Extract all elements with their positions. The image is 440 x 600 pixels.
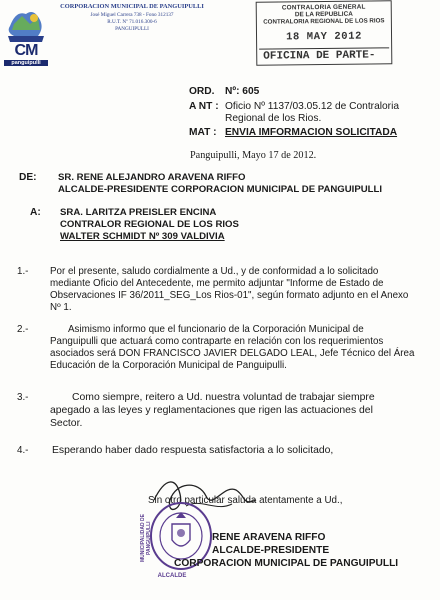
stamp-line-1: CONTRALORIA GENERAL: [281, 3, 366, 12]
closing-line: Sin otro particular saluda atentamente a Ud.,: [148, 495, 343, 506]
from-name: SR. RENE ALEJANDRO ARAVENA RIFFO: [58, 172, 246, 183]
organization-logo: [4, 6, 48, 70]
paragraph-3-number: 3.-: [17, 392, 29, 403]
logo-text: CM: [14, 42, 38, 59]
paragraph-4-text: Esperando haber dado respuesta satisfactoria a lo solicitado,: [52, 445, 334, 456]
letterhead-address: José Miguel Carrera 738 - Fono 312137: [90, 12, 174, 18]
signatory-title: ALCALDE-PRESIDENTE: [212, 545, 330, 556]
to-label: A:: [30, 207, 41, 218]
to-address: WALTER SCHMIDT Nº 309 VALDIVIA: [60, 231, 225, 242]
to-name: SRA. LARITZA PREISLER ENCINA: [60, 207, 217, 218]
stamp-line-2: DE LA REPUBLICA: [294, 10, 353, 19]
paragraph-2-line-3: asociados será DON FRANCISCO JAVIER DELGADO LEAL, Jefe Técnico del Área: [50, 348, 415, 359]
from-title: ALCALDE-PRESIDENTE CORPORACION MUNICIPAL DE PANGUIPULLI: [58, 184, 383, 195]
stamp-date: 18 MAY 2012: [286, 30, 363, 44]
stamp-line-3: CONTRALORIA REGIONAL DE LOS RIOS: [263, 17, 385, 26]
letterhead-rut: R.U.T. Nº 71.016.300-6: [107, 19, 157, 25]
paragraph-1-line-4: Nº 1.: [50, 302, 72, 313]
signatory-organization: CORPORACION MUNICIPAL DE PANGUIPULLI: [174, 558, 399, 569]
paragraph-2-line-1: Asimismo informo que el funcionario de la Corporación Municipal de: [68, 324, 364, 335]
paragraph-1-line-3: Observaciones IF 36/2011_SEG_Los Rios-01", según formato adjunto en el Anexo: [50, 290, 409, 301]
received-stamp: [256, 0, 393, 65]
letterhead-organization: CORPORACION MUNICIPAL DE PANGUIPULLI: [60, 3, 204, 10]
paragraph-2-number: 2.-: [17, 324, 29, 335]
to-title: CONTRALOR REGIONAL DE LOS RIOS: [60, 219, 239, 230]
mat-label: MAT :: [189, 127, 217, 138]
paragraph-1-number: 1.-: [17, 266, 29, 277]
mat-value: ENVIA IMFORMACION SOLICITADA: [225, 127, 398, 138]
paragraph-3-line-2: apegado a las leyes y reglamentaciones que rigen las actuaciones del: [50, 405, 373, 416]
place-date: Panguipulli, Mayo 17 de 2012.: [190, 150, 317, 161]
paragraph-1-line-2: mediante Oficio del Antecedente, me permito adjuntar "Informe de Estado de: [50, 278, 384, 289]
ant-line-2: Regional de los Rios.: [225, 113, 322, 124]
letterhead-city: PANGUIPULLI: [115, 26, 149, 32]
ord-label: ORD.: [189, 86, 215, 97]
ant-line-1: Oficio Nº 1137/03.05.12 de Contraloria: [225, 101, 399, 112]
paragraph-2-line-4: Educación de la Corporación Municipal de Panguipulli.: [50, 360, 287, 371]
stamp-office: OFICINA DE PARTE-: [263, 49, 376, 63]
ant-label: A NT :: [189, 101, 219, 112]
seal-text-top: MUNICIPALIDAD DE PANGUIPULLI: [140, 514, 152, 562]
paragraph-4-number: 4.-: [17, 445, 29, 456]
paragraph-1-line-1: Por el presente, saludo cordialmente a Ud., y de conformidad a lo solicitado: [50, 266, 379, 277]
logo-subtext: panguipulli: [4, 60, 48, 66]
signatory-name: RENE ARAVENA RIFFO: [212, 532, 326, 543]
paragraph-2-line-2: Panguipulli que actuará como contraparte en relación con los requerimientos: [50, 336, 384, 347]
paragraph-3-line-3: Sector.: [50, 418, 83, 429]
paragraph-3-line-1: Como siempre, reitero a Ud. nuestra voluntad de trabajar siempre: [72, 392, 375, 403]
from-label: DE:: [19, 172, 37, 183]
seal-text-bottom: ALCALDE: [157, 573, 187, 579]
ord-value: Nº: 605: [225, 86, 260, 97]
